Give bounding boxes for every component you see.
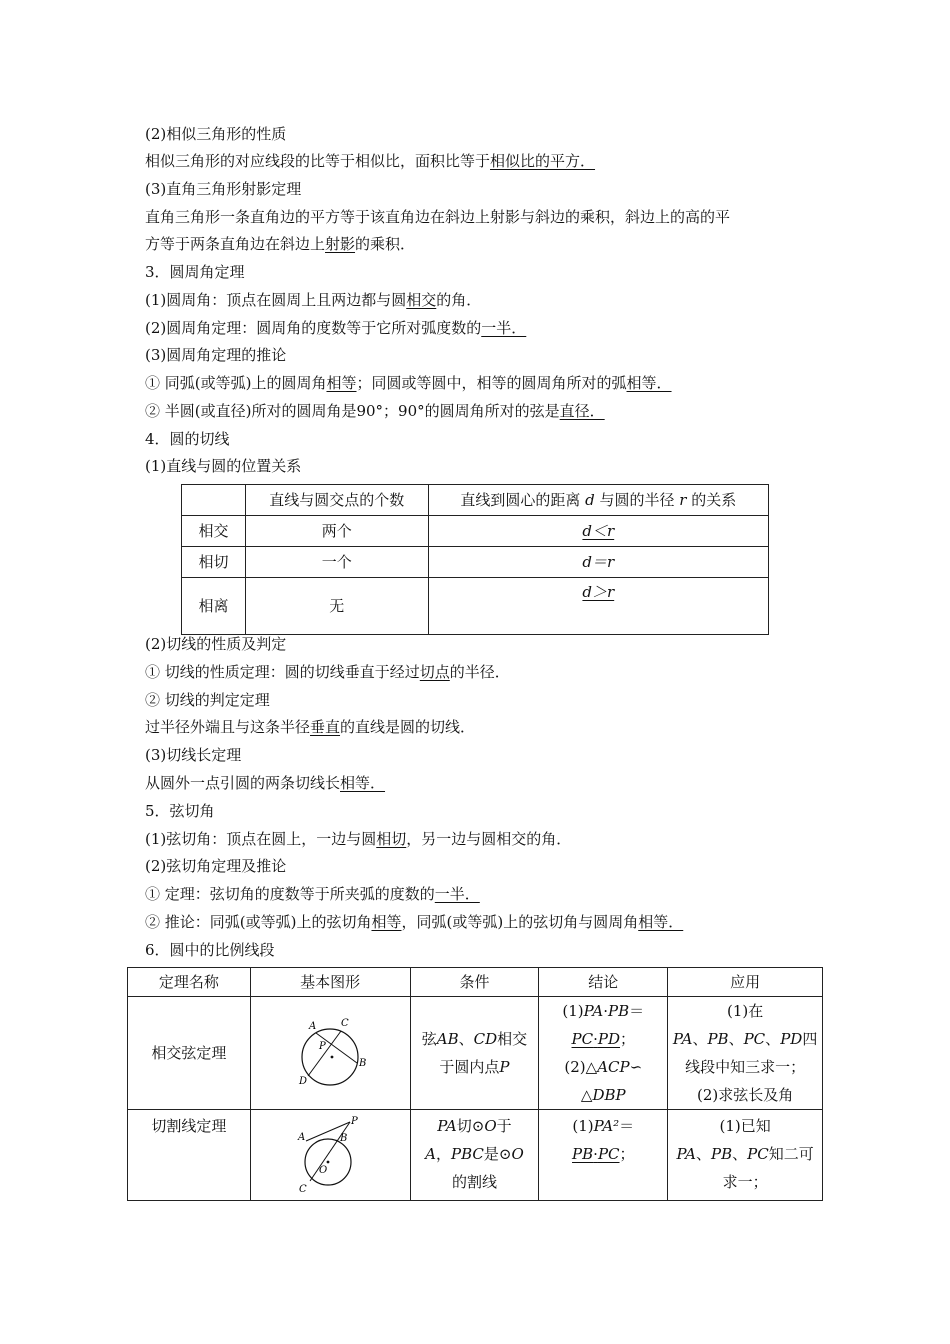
t2-header-name: 定理名称	[128, 968, 251, 997]
section-3-title: 3．圆周角定理	[145, 263, 245, 281]
t2-row1-condition: 弦AB、CD相交 于圆内点P	[410, 997, 539, 1110]
t2-header-condition: 条件	[410, 968, 539, 997]
section-4-p3: 过半径外端且与这条半径垂直的直线是圆的切线．	[145, 718, 476, 736]
t2-row2-conclusion: (1)PA²＝ PB·PC；	[539, 1110, 668, 1201]
t2-header-figure: 基本图形	[250, 968, 410, 997]
section-4-2: (2)切线的性质及判定	[145, 635, 287, 653]
section-5-d2: ② 推论：同弧(或等弧)上的弦切角相等，同弧(或等弧)上的弦切角与圆周角相等．	[145, 913, 684, 931]
label-p: P	[319, 1041, 326, 1052]
section-2-3-text2: 方等于两条直角边在斜边上射影的乘积．	[145, 235, 416, 253]
t1-row-relation: d＞r	[428, 578, 768, 635]
section-4-3: (3)切线长定理	[145, 746, 242, 764]
t2-row1-name: 相交弦定理	[128, 997, 251, 1110]
section-2-2-text: 相似三角形的对应线段的比等于相似比，面积比等于相似比的平方．	[145, 152, 596, 170]
section-3-c1: ① 同弧(或等弧)上的圆周角相等；同圆或等圆中，相等的圆周角所对的弧相等．	[145, 374, 672, 392]
t1-header-relation: 直线到圆心的距离 d 与圆的半径 r 的关系	[428, 485, 768, 516]
section-6-title: 6．圆中的比例线段	[145, 941, 275, 959]
label-b: B	[340, 1133, 348, 1144]
t2-header-conclusion: 结论	[539, 968, 668, 997]
section-3-3: (3)圆周角定理的推论	[145, 346, 287, 364]
section-4-1: (1)直线与圆的位置关系	[145, 457, 302, 475]
t2-row1-application: (1)在 PA、PB、PC、PD四 线段中知三求一； (2)求弦长及角	[668, 997, 823, 1110]
label-c: C	[299, 1184, 307, 1195]
label-a: A	[298, 1132, 306, 1143]
tangent-secant-diagram	[290, 1114, 370, 1196]
t1-corner	[182, 485, 246, 516]
t2-header-application: 应用	[668, 968, 823, 997]
label-o: O	[319, 1165, 328, 1176]
t1-row-relation: d＝r	[428, 547, 768, 578]
proportional-segments-table	[127, 967, 823, 1201]
label-p: P	[351, 1116, 358, 1127]
section-2-3-text1: 直角三角形一条直角边的平方等于该直角边在斜边上射影与斜边的乘积，斜边上的高的平	[145, 208, 731, 226]
section-3-c2: ② 半圆(或直径)所对的圆周角是90°；90°的圆周角所对的弦是直径．	[145, 402, 605, 420]
center-dot	[327, 1161, 330, 1164]
chord-cd	[308, 1031, 341, 1076]
section-3-1: (1)圆周角：顶点在圆周上且两边都与圆相交的角．	[145, 291, 482, 309]
t2-row2-condition: PA切⊙O于 A，PBC是⊙O 的割线	[410, 1110, 539, 1201]
t1-row-name: 相离	[182, 578, 246, 635]
section-4-3-text: 从圆外一点引圆的两条切线长相等．	[145, 774, 386, 792]
center-dot	[331, 1056, 334, 1059]
label-c: C	[341, 1018, 349, 1029]
section-3-2: (2)圆周角定理：圆周角的度数等于它所对弧度数的一半．	[145, 319, 527, 337]
t2-row1-figure	[250, 997, 410, 1110]
t1-row-count: 两个	[245, 516, 428, 547]
section-4-p2: ② 切线的判定定理	[145, 691, 270, 709]
t1-row-name: 相交	[182, 516, 246, 547]
section-5-2: (2)弦切角定理及推论	[145, 857, 287, 875]
section-4-p1: ① 切线的性质定理：圆的切线垂直于经过切点的半径．	[145, 663, 510, 681]
t1-header-count: 直线与圆交点的个数	[245, 485, 428, 516]
section-4-title: 4．圆的切线	[145, 430, 230, 448]
label-d: D	[299, 1076, 308, 1087]
line-circle-table	[181, 484, 769, 635]
t1-row-name: 相切	[182, 547, 246, 578]
section-5-title: 5．弦切角	[145, 802, 215, 820]
t1-row-count: 无	[245, 578, 428, 635]
section-5-d1: ① 定理：弦切角的度数等于所夹弧的度数的一半．	[145, 885, 480, 903]
intersecting-chords-diagram	[290, 1013, 370, 1093]
t1-row-relation: d＜r	[428, 516, 768, 547]
t1-row-count: 一个	[245, 547, 428, 578]
t2-row2-name: 切割线定理	[128, 1110, 251, 1201]
label-a: A	[309, 1021, 317, 1032]
section-2-2-title: (2)相似三角形的性质	[145, 125, 287, 143]
t2-row2-application: (1)已知 PA、PB、PC知二可 求一；	[668, 1110, 823, 1201]
label-b: B	[359, 1058, 367, 1069]
section-2-3-title: (3)直角三角形射影定理	[145, 180, 302, 198]
section-5-1: (1)弦切角：顶点在圆上，一边与圆相切，另一边与圆相交的角．	[145, 830, 572, 848]
t2-row2-figure	[250, 1110, 410, 1201]
t2-row1-conclusion: (1)PA·PB＝ PC·PD； (2)△ACP∽ △DBP	[539, 997, 668, 1110]
